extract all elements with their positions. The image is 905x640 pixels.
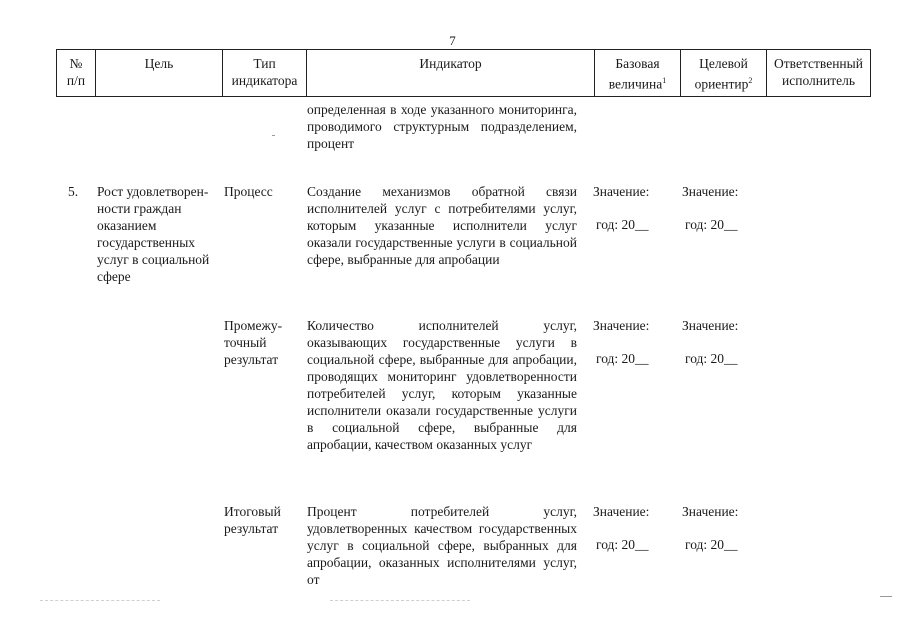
header-type: Тип индикатора [223,50,307,97]
indicator-text: Процент потребителей услуг, удовлетворенных качеством государственных услуг в социальной сфере, выбранных для апробации, оказанных исполнителями услуг, от [307,504,577,587]
target-value: Значение: год: 20__ [682,318,739,366]
indicator-type: Процесс [224,184,273,199]
page-number: 7 [449,33,456,48]
header-target: Целевой ориентир$^2$ [681,50,767,97]
base-value: Значение: год: 20__ [593,504,650,552]
target-value: Значение: год: 20__ [682,184,739,232]
indicator-text: Количество исполнителей услуг, оказывающих государственные услуги в социальной сфере, выбранные для апробации, проводящих мониторинг удовлетворенности потребителей услуг, которым указанные исполнители оказали государственные услуги в социальной сфере, выбранные для апробации, качеством оказанных услуг [307,318,577,452]
scan-mark [272,135,275,136]
scan-artifact [40,600,160,602]
target-value: Значение: год: 20__ [682,504,739,552]
base-value: Значение: год: 20__ [593,318,650,366]
header-goal: Цель [96,50,223,97]
header-base: Базовая величина$^1$ [595,50,681,97]
header-num: № п/п [57,50,96,97]
indicator-type: Итоговый результат [224,504,281,536]
indicator-type: Промежу-точный результат [224,318,283,367]
row-number: 5. [68,184,79,199]
header-indicator: Индикатор [307,50,595,97]
scan-mark [880,596,892,597]
indicator-text: Создание механизмов обратной связи исполнителей услуг с потребителями услуг, которым указанные исполнители услуг оказали государственные услуги в социальной сфере, выбранные для апробации [307,184,577,267]
header-responsible: Ответственный исполнитель [767,50,871,97]
scan-artifact [330,600,470,602]
table-header [56,49,871,97]
base-value: Значение: год: 20__ [593,184,650,232]
continued-indicator: определенная в ходе указанного мониторинга, проводимого структурным подразделением, процент [307,102,577,151]
row-goal: Рост удовлетворен-ности граждан оказанием государственных услуг в социальной сфере [97,184,210,284]
